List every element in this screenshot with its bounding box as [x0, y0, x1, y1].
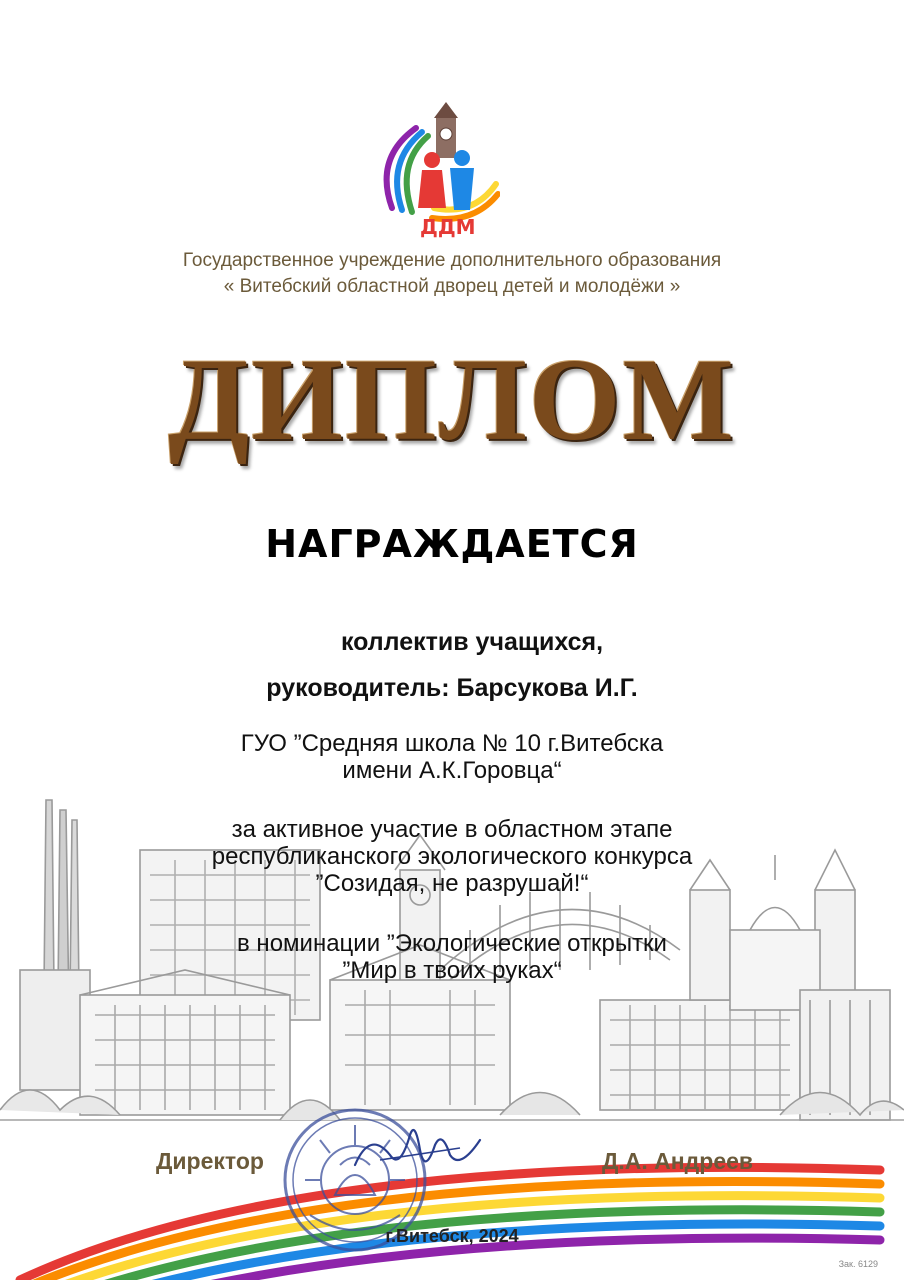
diploma-title: ДИПЛОМ [168, 334, 736, 465]
director-position: Директор [156, 1148, 264, 1174]
director-name: Д.А. Андреев [602, 1148, 754, 1174]
order-number: Зак. 6129 [838, 1259, 878, 1269]
city-year: г.Витебск, 2024 [385, 1226, 519, 1246]
recipient-line-2: руководитель: Барсукова И.Г. [266, 674, 638, 702]
organization-line-1: Государственное учреждение дополнительного образования [182, 250, 722, 271]
nomination-line-1: в номинации ”Экологические открытки [237, 930, 667, 957]
reason-line-2: республиканского экологического конкурса [211, 843, 693, 870]
logo-text: ДДМ [420, 215, 476, 239]
recipient-line-1: коллектив учащихся, [340, 628, 604, 656]
director-signature [350, 1110, 490, 1190]
school-line-1: ГУО ”Средняя школа № 10 г.Витебска [240, 730, 664, 757]
nomination-line-2: ”Мир в твоих руках“ [342, 957, 562, 984]
reason-line-3: ”Созидая, не разрушай!“ [315, 870, 589, 897]
ddm-logo [374, 98, 500, 240]
organization-line-2: « Витебский областной дворец детей и молодёжи » [223, 276, 681, 297]
reason-line-1: за активное участие в областном этапе [231, 816, 673, 843]
school-line-2: имени А.К.Горовца“ [342, 757, 562, 784]
awarded-heading: НАГРАЖДАЕТСЯ [265, 522, 639, 566]
